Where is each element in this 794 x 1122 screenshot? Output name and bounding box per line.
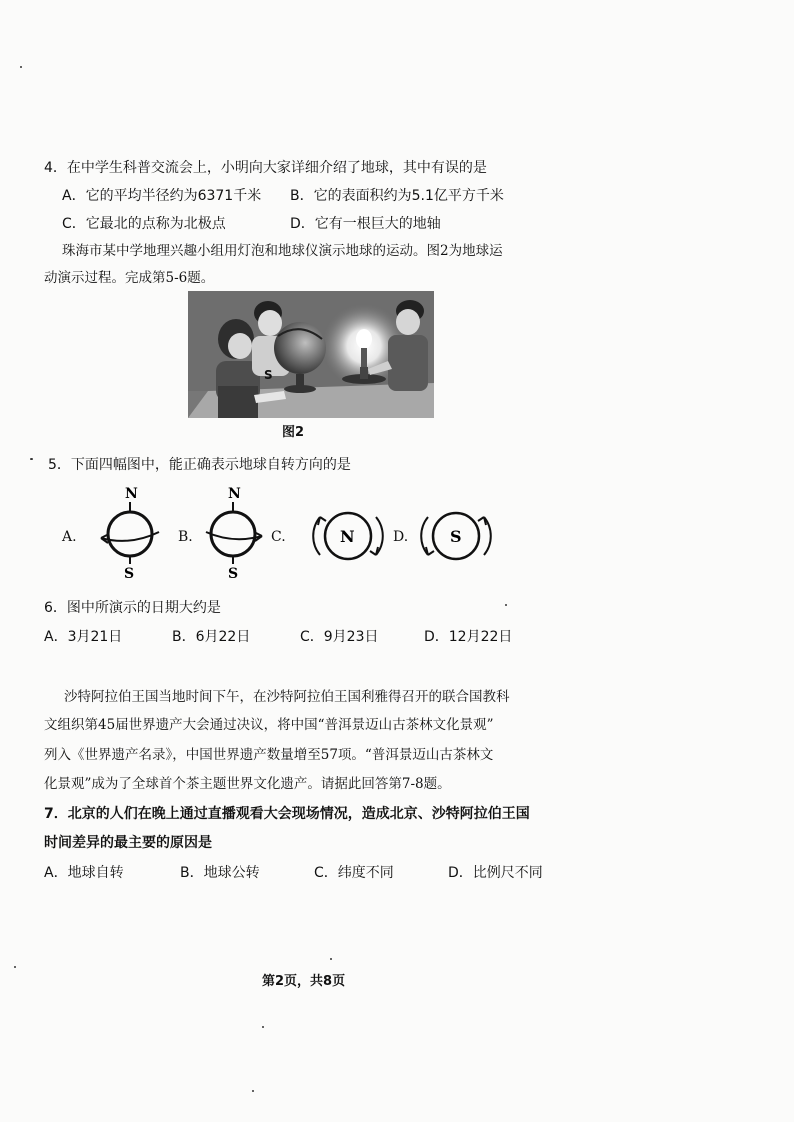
q5-b-south-label: S bbox=[228, 566, 239, 578]
q6-option-a: A．3月21日 bbox=[44, 629, 123, 645]
scan-speck bbox=[20, 66, 22, 68]
q7-option-c: C．纬度不同 bbox=[314, 865, 394, 881]
q5-b-north-label: N bbox=[228, 486, 241, 502]
q5-option-c-letter: C. bbox=[271, 529, 286, 545]
q6-option-c: C．9月23日 bbox=[300, 629, 379, 645]
q4-option-c: C．它最北的点称为北极点 bbox=[62, 216, 226, 232]
q4-option-a: A．它的平均半径约为6371千米 bbox=[62, 188, 262, 204]
q5-diagram-d bbox=[414, 505, 498, 567]
scan-speck bbox=[252, 1090, 254, 1092]
q5-diagram-b bbox=[200, 482, 270, 578]
q6-option-b: B．6月22日 bbox=[172, 629, 251, 645]
figure-2-illustration bbox=[188, 291, 434, 418]
scan-speck bbox=[30, 458, 33, 460]
q5-option-b-letter: B. bbox=[178, 529, 193, 545]
q5-a-south-label: S bbox=[124, 566, 135, 578]
q4-option-d: D．它有一根巨大的地轴 bbox=[290, 216, 441, 232]
q6-option-d: D．12月22日 bbox=[424, 629, 513, 645]
question-7-stem-line1: 7．北京的人们在晚上通过直播观看大会现场情况，造成北京、沙特阿拉伯王国 bbox=[44, 806, 530, 822]
q5-option-a-letter: A. bbox=[62, 529, 77, 545]
scan-speck bbox=[330, 958, 332, 960]
scan-speck bbox=[505, 604, 507, 606]
q7-option-d: D．比例尺不同 bbox=[448, 865, 543, 881]
intro-5-6-line1: 珠海市某中学地理兴趣小组用灯泡和地球仪演示地球的运动。图2为地球运 bbox=[62, 243, 503, 259]
q7-option-b: B．地球公转 bbox=[180, 865, 260, 881]
scan-speck bbox=[262, 1026, 264, 1028]
globe-label-s: S bbox=[264, 368, 273, 382]
scan-speck bbox=[14, 966, 16, 968]
passage-7-8-line1: 沙特阿拉伯王国当地时间下午，在沙特阿拉伯王国利雅得召开的联合国教科 bbox=[64, 689, 510, 705]
q5-diagram-a bbox=[95, 482, 165, 578]
q5-a-north-label: N bbox=[125, 486, 138, 502]
question-5-stem: 5．下面四幅图中，能正确表示地球自转方向的是 bbox=[48, 457, 351, 473]
q7-option-a: A．地球自转 bbox=[44, 865, 124, 881]
passage-7-8-line3: 列入《世界遗产名录》，中国世界遗产数量增至57项。“普洱景迈山古茶林文 bbox=[44, 747, 494, 763]
q5-d-south-label: S bbox=[450, 527, 462, 546]
passage-7-8-line4: 化景观”成为了全球首个茶主题世界文化遗产。请据此回答第7-8题。 bbox=[44, 776, 451, 792]
question-7-stem-line2: 时间差异的最主要的原因是 bbox=[44, 835, 212, 851]
q5-diagram-c bbox=[306, 505, 390, 567]
figure-2-caption: 图2 bbox=[282, 425, 305, 440]
q4-option-b: B．它的表面积约为5.1亿平方千米 bbox=[290, 188, 504, 204]
question-6-stem: 6．图中所演示的日期大约是 bbox=[44, 600, 221, 616]
q5-option-d-letter: D. bbox=[393, 529, 409, 545]
page-footer: 第2页，共8页 bbox=[262, 974, 346, 989]
question-4-stem: 4．在中学生科普交流会上，小明向大家详细介绍了地球，其中有误的是 bbox=[44, 160, 487, 176]
intro-5-6-line2: 动演示过程。完成第5-6题。 bbox=[44, 270, 215, 286]
q5-c-north-label: N bbox=[340, 527, 355, 546]
passage-7-8-line2: 文组织第45届世界遗产大会通过决议，将中国“普洱景迈山古茶林文化景观” bbox=[44, 717, 494, 733]
